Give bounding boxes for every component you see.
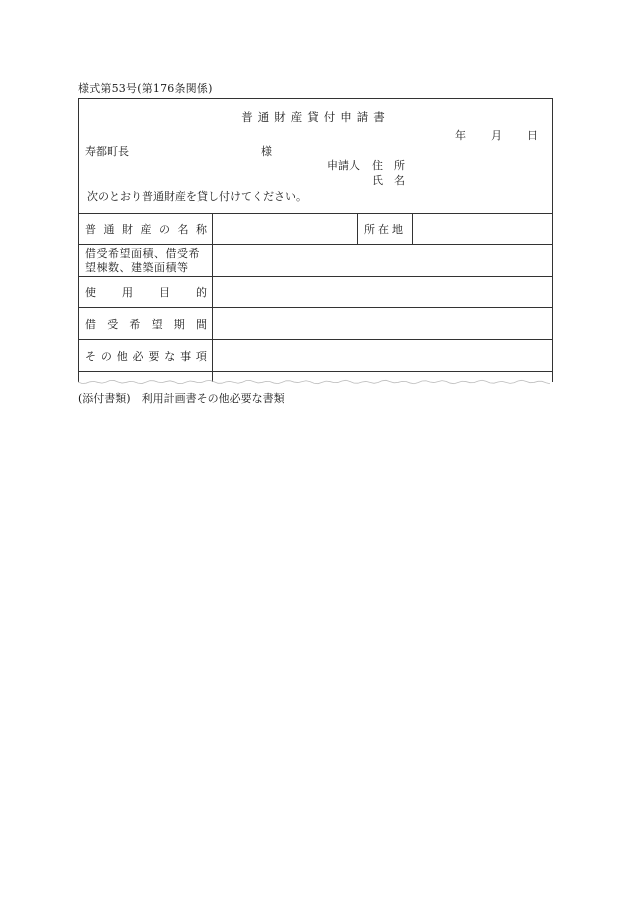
label-char: 用	[122, 286, 133, 299]
label-char: 間	[195, 317, 207, 331]
label-char: 名	[177, 222, 189, 236]
property-name-label	[79, 213, 213, 244]
request-text: 次のとおり普通財産を貸し付けてください。	[87, 190, 307, 203]
label-char: 望	[151, 317, 163, 331]
row-area	[79, 245, 552, 277]
form-number-label: 様式第53号(第176条関係)	[78, 82, 213, 95]
label-char: 事	[180, 349, 192, 363]
label-char: 使	[85, 286, 96, 299]
label-char: 受	[107, 317, 119, 331]
label-char: 項	[195, 349, 207, 363]
application-form	[78, 98, 553, 385]
area-label-line2: 望棟数、建築面積等	[85, 260, 189, 274]
label-char: 他	[116, 349, 128, 363]
label-char: 希	[129, 317, 141, 331]
label-char: 借	[85, 317, 96, 331]
label-char: 通	[103, 222, 115, 236]
location-field[interactable]	[413, 213, 554, 244]
area-field[interactable]	[213, 245, 554, 276]
other-label	[79, 340, 213, 371]
label-char: 目	[159, 286, 170, 299]
period-field[interactable]	[213, 308, 554, 339]
other-field[interactable]	[213, 340, 554, 371]
period-label	[79, 308, 213, 339]
label-char: 期	[173, 317, 185, 331]
row-period	[79, 308, 552, 340]
applicant-address-label: 住 所	[372, 159, 405, 172]
label-char: 財	[122, 222, 133, 236]
label-char: の	[159, 222, 170, 236]
row-purpose	[79, 277, 552, 308]
purpose-text	[85, 284, 207, 300]
label-char: 要	[148, 349, 160, 363]
property-name-field[interactable]	[213, 213, 357, 244]
label-char: 産	[140, 222, 152, 236]
label-char: そ	[85, 349, 96, 363]
location-label: 所在地	[357, 213, 413, 244]
label-char: 普	[85, 222, 96, 236]
purpose-label	[79, 277, 213, 307]
area-label-line1: 借受希望面積、借受希	[85, 246, 200, 260]
label-char: の	[100, 349, 112, 363]
date-year-label: 年	[455, 129, 466, 142]
label-char: 必	[132, 349, 144, 363]
date-month-label: 月	[491, 129, 502, 142]
label-char: 的	[196, 286, 207, 299]
attachments-note: (添付書類) 利用計画書その他必要な書類	[78, 392, 285, 405]
applicant-name-label: 氏 名	[372, 174, 405, 187]
label-char: な	[164, 349, 176, 363]
applicant-label: 申請人	[327, 159, 360, 172]
purpose-field[interactable]	[213, 277, 554, 307]
period-text	[85, 316, 207, 332]
date-day-label: 日	[527, 129, 538, 142]
row-property-name	[79, 213, 552, 245]
form-title: 普通財産貸付申請書	[241, 110, 390, 124]
area-label	[79, 245, 213, 276]
property-name-text	[85, 221, 207, 237]
addressee-name: 寿都町長	[85, 145, 129, 158]
form-header	[79, 99, 552, 214]
label-char: 称	[196, 222, 207, 236]
addressee-honorific: 様	[261, 145, 272, 158]
row-other	[79, 340, 552, 372]
other-text	[85, 348, 207, 364]
torn-edge	[78, 379, 553, 389]
